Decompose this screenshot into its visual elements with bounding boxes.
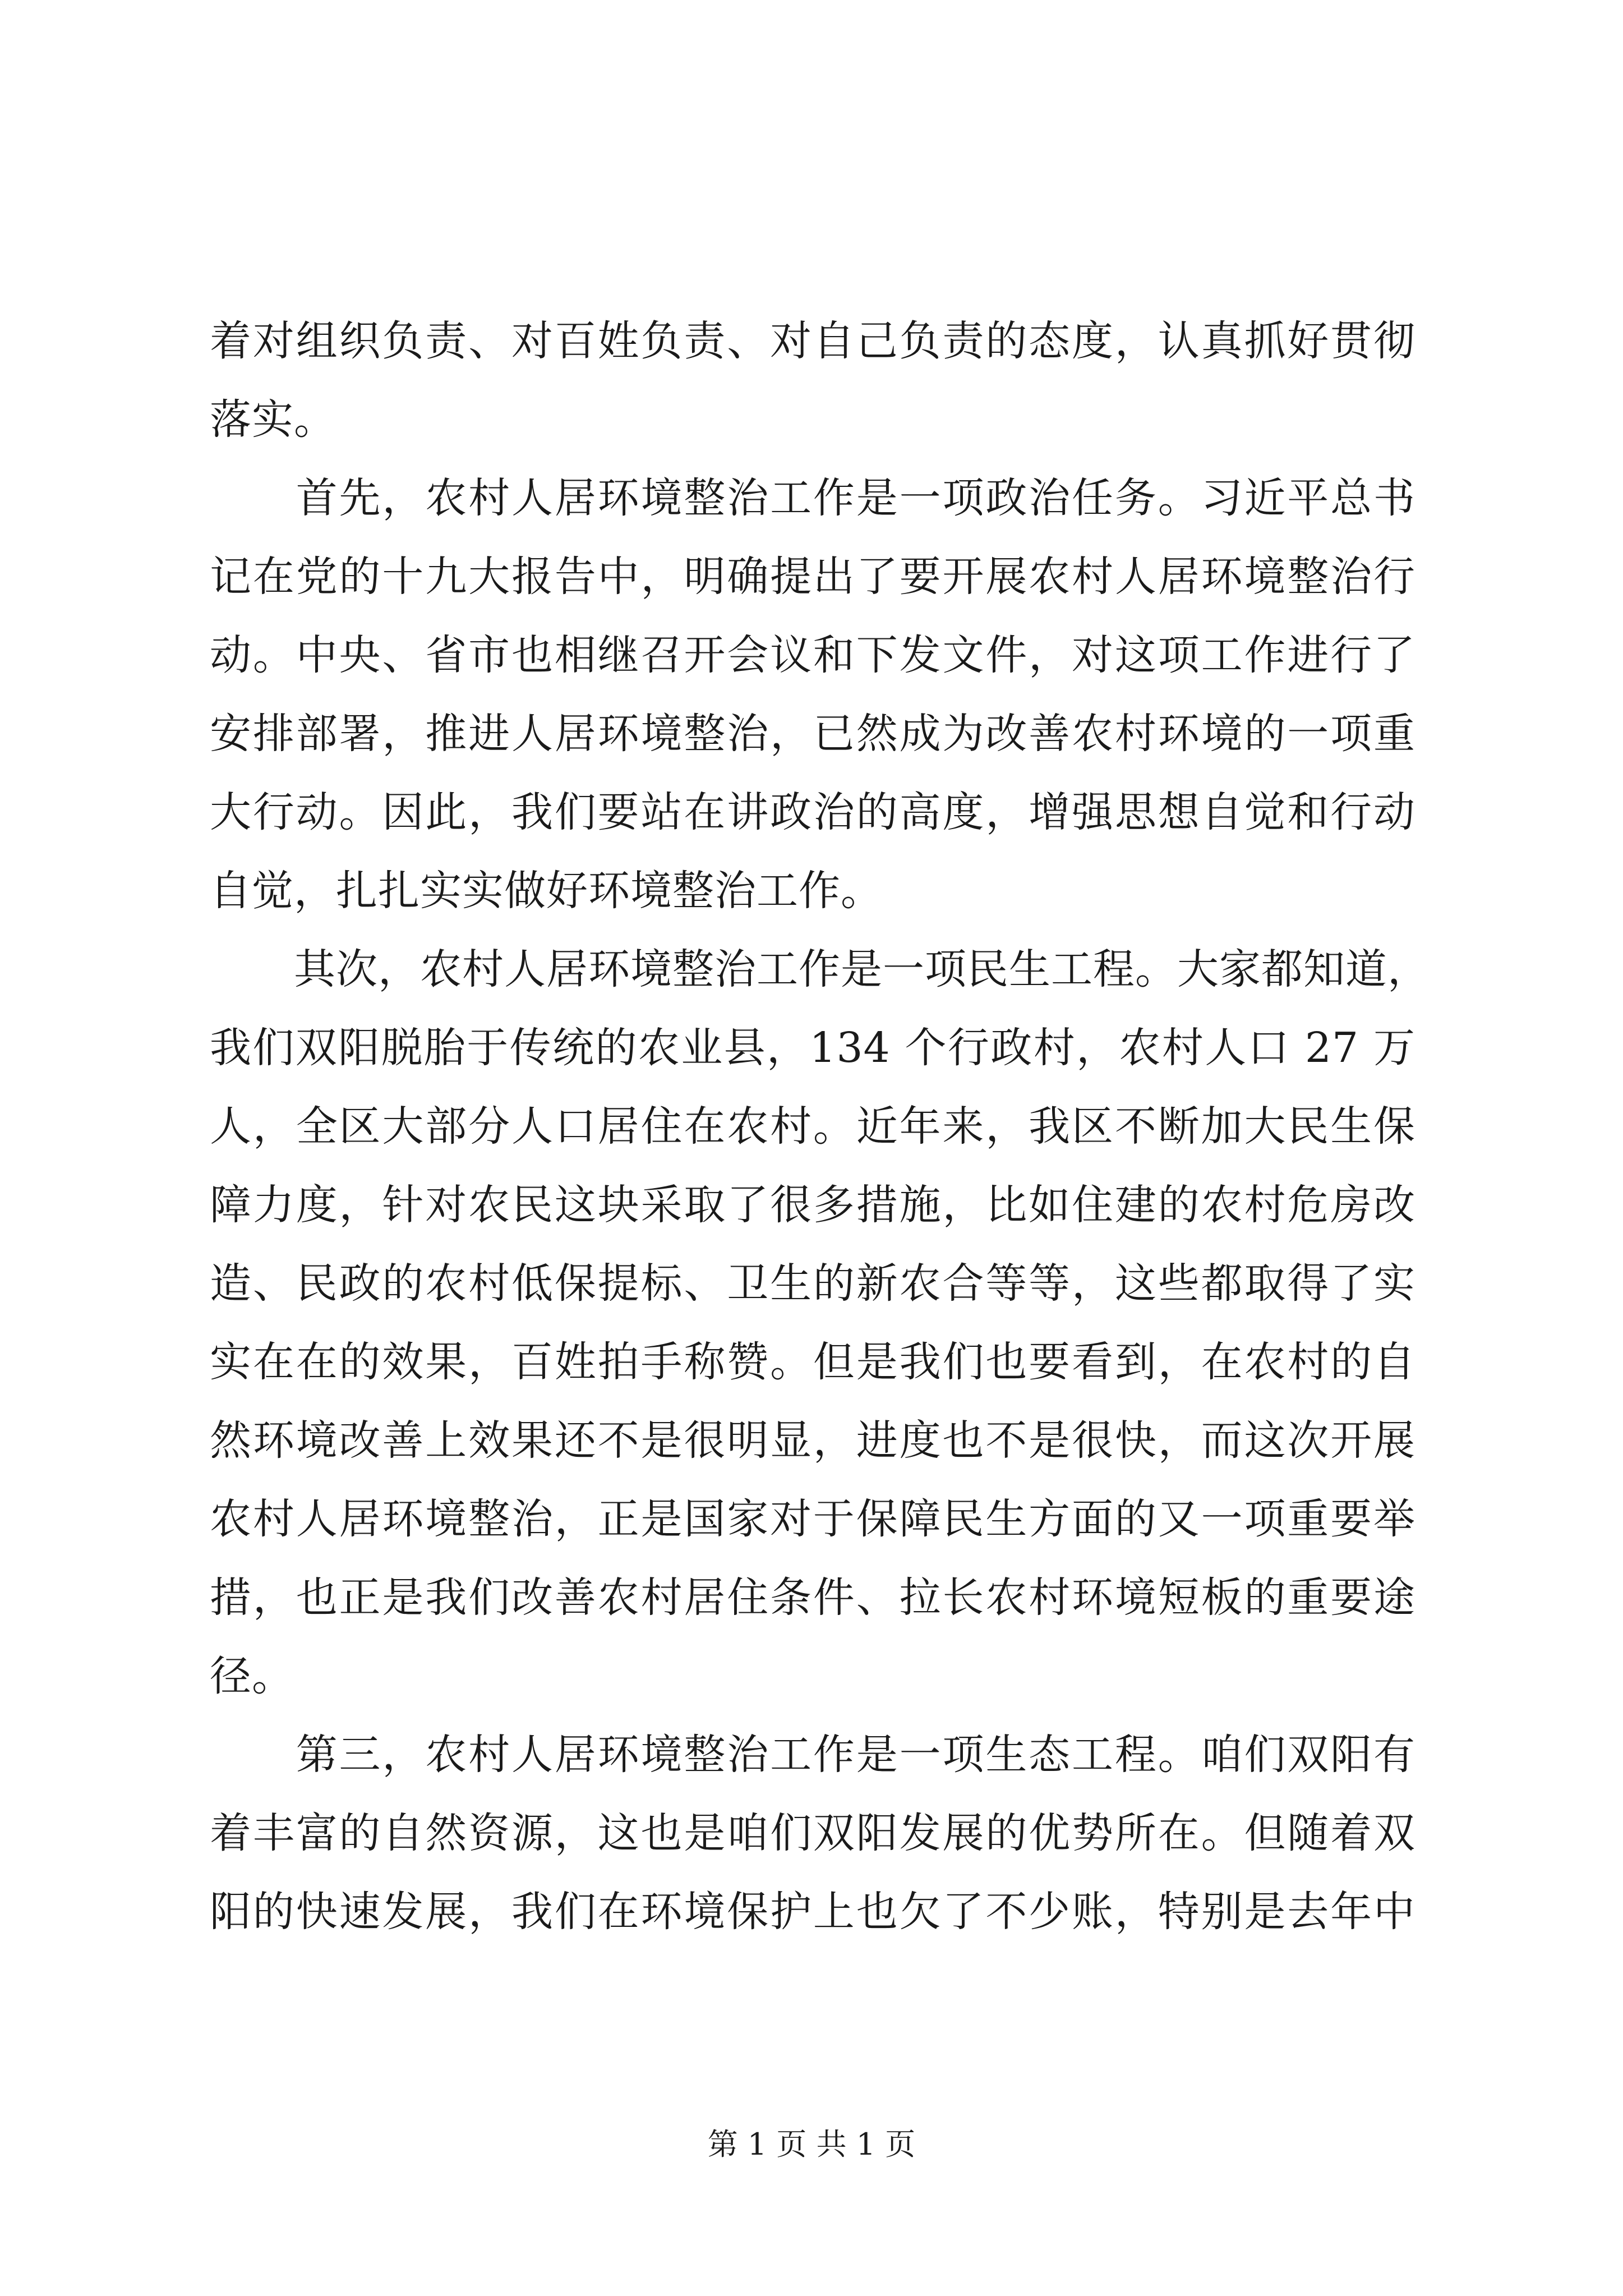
text-line: 措，也正是我们改善农村居住条件、拉长农村环境短板的重要途: [210, 1573, 1415, 1622]
text-line: 障力度，针对农民这块采取了很多措施，比如住建的农村危房改: [210, 1181, 1415, 1229]
text-line: 径。: [210, 1652, 294, 1700]
text-line: 人，全区大部分人口居住在农村。近年来，我区不断加大民生保: [210, 1102, 1415, 1151]
text-line: 造、民政的农村低保提标、卫生的新农合等等，这些都取得了实: [210, 1259, 1415, 1308]
text-line: 阳的快速发展，我们在环境保护上也欠了不少账，特别是去年中: [210, 1888, 1415, 1936]
text-line: 安排部署，推进人居环境整治，已然成为改善农村环境的一项重: [210, 710, 1415, 758]
text-line: 着对组织负责、对百姓负责、对自己负责的态度，认真抓好贯彻: [210, 317, 1415, 365]
text-line: 自觉，扎扎实实做好环境整治工作。: [210, 867, 883, 915]
text-line: 动。中央、省市也相继召开会议和下发文件，对这项工作进行了: [210, 631, 1415, 679]
text-line: 着丰富的自然资源，这也是咱们双阳发展的优势所在。但随着双: [210, 1809, 1415, 1857]
text-line: 农村人居环境整治，正是国家对于保障民生方面的又一项重要举: [210, 1495, 1415, 1543]
text-line: 其次，农村人居环境整治工作是一项民生工程。大家都知道，: [210, 945, 1430, 993]
text-line: 实在在的效果，百姓拍手称赞。但是我们也要看到，在农村的自: [210, 1338, 1415, 1386]
page-number: 第 1 页 共 1 页: [707, 2127, 916, 2162]
text-line: 落实。: [210, 395, 336, 444]
text-line: 我们双阳脱胎于传统的农业县，134 个行政村，农村人口 27 万: [210, 1024, 1415, 1072]
page-footer: [0, 2120, 1623, 2164]
text-line: 第三，农村人居环境整治工作是一项生态工程。咱们双阳有: [210, 1731, 1415, 1779]
text-line: 首先，农村人居环境整治工作是一项政治任务。习近平总书: [210, 474, 1415, 522]
document-body: [210, 302, 1430, 1951]
text-line: 然环境改善上效果还不是很明显，进度也不是很快，而这次开展: [210, 1416, 1415, 1465]
text-line: 大行动。因此，我们要站在讲政治的高度，增强思想自觉和行动: [210, 788, 1415, 836]
text-line: 记在党的十九大报告中，明确提出了要开展农村人居环境整治行: [210, 553, 1415, 601]
